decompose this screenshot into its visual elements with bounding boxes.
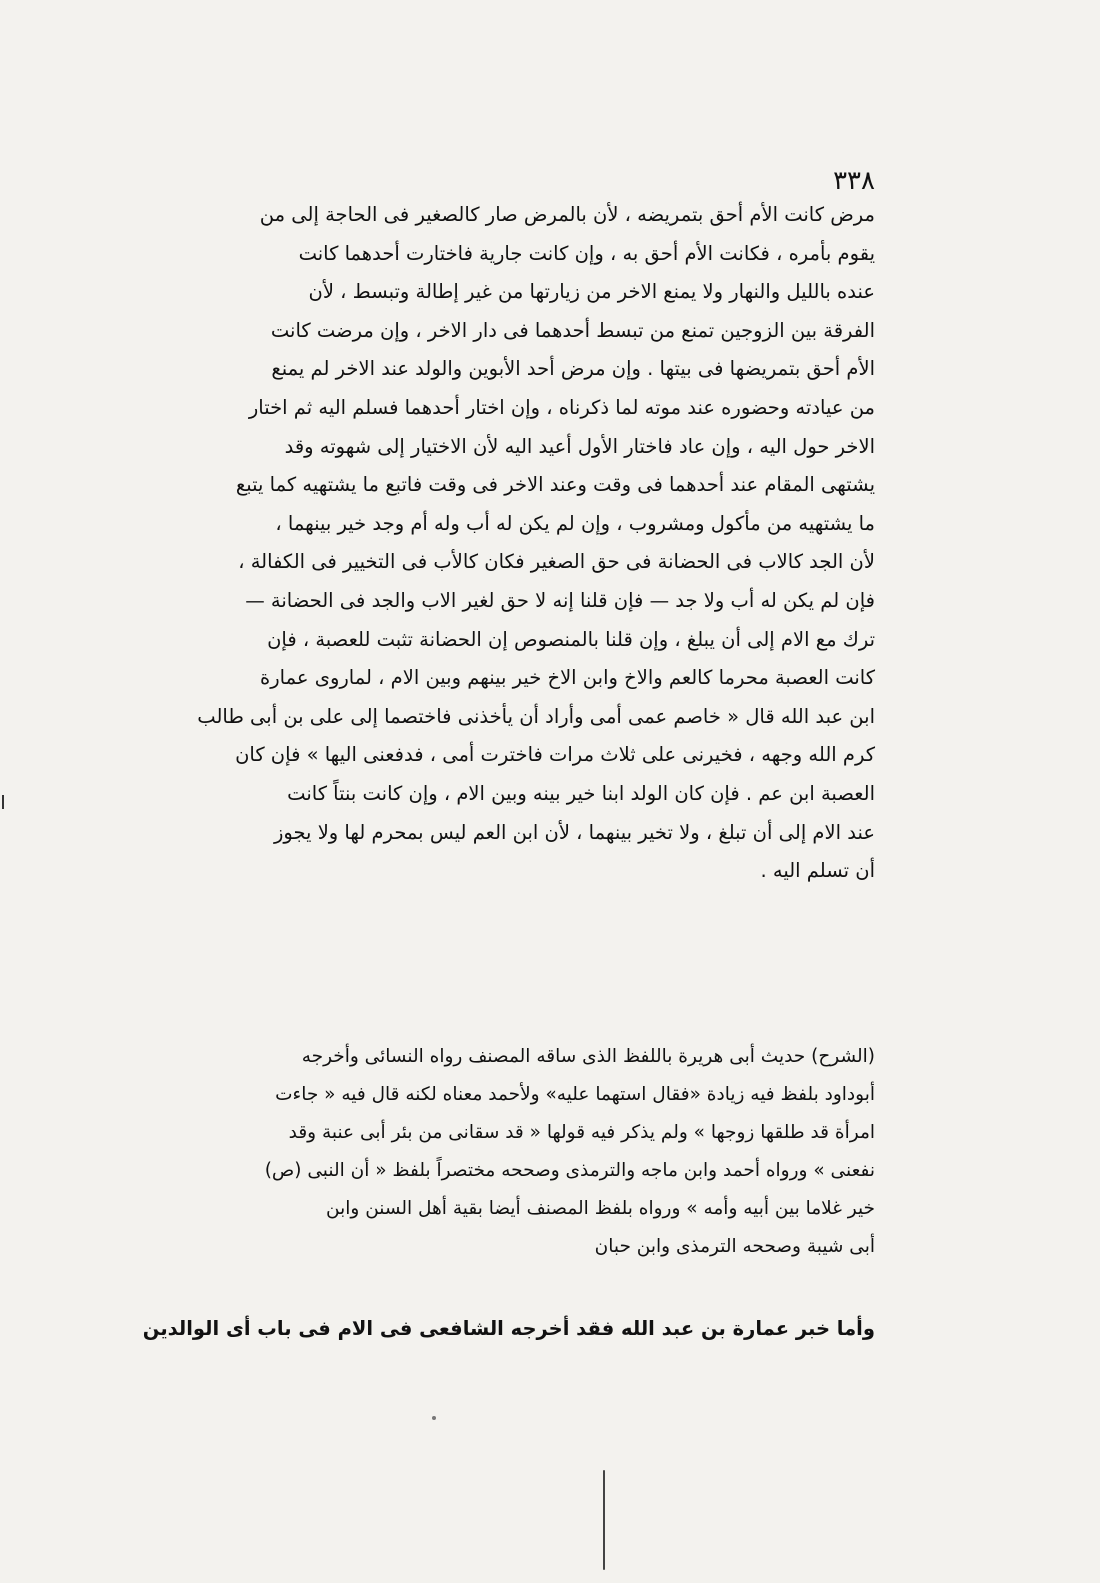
text-line: عنده بالليل والنهار ولا يمنع الاخر من زيارتها من غير إطالة وتبسط ، لأن xyxy=(308,280,875,304)
main-text xyxy=(170,196,875,891)
text-line: ما يشتهيه من مأكول ومشروب ، وإن لم يكن له أب وله أم وجد خير بينهما ، xyxy=(275,511,875,535)
text-line: يشتهى المقام عند أحدهما فى وقت وعند الاخر فى وقت فاتبع ما يشتهيه كما يتبع xyxy=(235,473,875,497)
commentary-line: أبى شيبة وصححه الترمذى وابن حبان xyxy=(594,1236,875,1257)
text-line: الاخر حول اليه ، وإن عاد فاختار الأول أعيد اليه لأن الاختيار إلى شهوته وقد xyxy=(284,434,875,458)
text-line: الفرقة بين الزوجين تمنع من تبسط أحدهما فى دار الاخر ، وإن مرضت كانت xyxy=(270,318,875,342)
text-line: ترك مع الام إلى أن يبلغ ، وإن قلنا بالمنصوص إن الحضانة تثبت للعصبة ، فإن xyxy=(267,627,875,651)
text-line: من عيادته وحضوره عند موته لما ذكرناه ، وإن اختار أحدهما فسلم اليه ثم اختار xyxy=(248,395,875,419)
text-line: أن تسلم اليه . xyxy=(760,859,875,883)
commentary-text xyxy=(170,1038,875,1266)
commentary-line: (الشرح) حديث أبى هريرة باللفظ الذى ساقه المصنف رواه النسائى وأخرجه xyxy=(301,1046,875,1067)
text-line: ابن عبد الله قال « خاصم عمى أمى وأراد أن يأخذنى فاختصما إلى على بن أبى طالب xyxy=(197,704,875,728)
text-line: الأم أحق بتمريضها فى بيتها . وإن مرض أحد الأبوين والولد عند الاخر لم يمنع xyxy=(271,357,875,381)
commentary-line: أبوداود بلفظ فيه زيادة «فقال استهما عليه» ولأحمد معناه لكنه قال فيه « جاءت xyxy=(275,1084,875,1105)
margin-mark xyxy=(2,795,4,809)
scan-speck xyxy=(432,1416,436,1420)
commentary-line: خير غلاما بين أبيه وأمه » ورواه بلفظ المصنف أيضا بقية أهل السنن وابن xyxy=(326,1198,875,1219)
page-fold-line xyxy=(603,1470,605,1570)
text-line: عند الام إلى أن تبلغ ، ولا تخير بينهما ، لأن ابن العم ليس بمحرم لها ولا يجوز xyxy=(273,820,875,844)
commentary-line: نفعنى » ورواه أحمد وابن ماجه والترمذى وصححه مختصراً بلفظ « أن النبى (ص) xyxy=(264,1160,875,1181)
page-number: ٣٣٨ xyxy=(833,166,875,196)
text-line: العصبة ابن عم . فإن كان الولد ابنا خير بينه وبين الام ، وإن كانت بنتاً كانت xyxy=(287,781,875,805)
text-line: كرم الله وجهه ، فخيرنى على ثلاث مرات فاخترت أمى ، فدفعنى اليها » فإن كان xyxy=(235,743,875,767)
commentary-line: امرأة قد طلقها زوجها » ولم يذكر فيه قولها « قد سقانى من بئر أبى عنبة وقد xyxy=(288,1122,875,1143)
text-line: لأن الجد كالاب فى الحضانة فى حق الصغير فكان كالأب فى التخيير فى الكفالة ، xyxy=(238,550,875,574)
text-line: يقوم بأمره ، فكانت الأم أحق به ، وإن كانت جارية فاختارت أحدهما كانت xyxy=(298,241,875,265)
closing-line: وأما خبر عمارة بن عبد الله فقد أخرجه الشافعى فى الام فى باب أى الوالدين xyxy=(142,1317,875,1340)
text-line: مرض كانت الأم أحق بتمريضه ، لأن بالمرض صار كالصغير فى الحاجة إلى من xyxy=(259,203,875,226)
text-line: فإن لم يكن له أب ولا جد — فإن قلنا إنه لا حق لغير الاب والجد فى الحضانة — xyxy=(245,588,875,612)
text-line: كانت العصبة محرما كالعم والاخ وابن الاخ خير بينهم وبين الام ، لماروى عمارة xyxy=(260,666,875,690)
